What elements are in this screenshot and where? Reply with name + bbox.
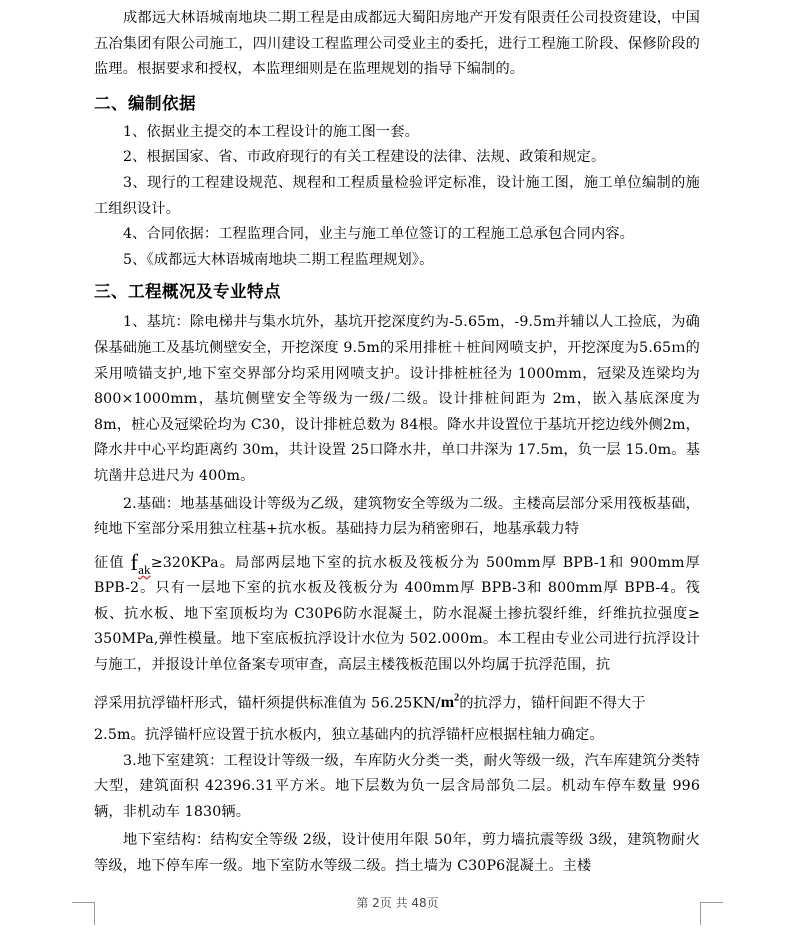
foundation-paragraph-3: 浮采用抗浮锚杆形式，锚杆须提供标准值为 $56.25KN/m^2$的抗浮力，锚杆间距不得大于 [94, 692, 646, 711]
page-number-footer: 第 2页 共 48页 [356, 896, 439, 910]
basis-item-1: 1、依据业主提交的本工程设计的施工图一套。 [123, 123, 419, 140]
fak-prefix: 征值 [94, 554, 131, 571]
foundation-paragraph-4: 2.5m。抗浮锚杆应设置于抗水板内，独立基础内的抗浮锚杆应根据柱轴力确定。 [94, 726, 604, 743]
fak-symbol: $f_{ak}$ [130, 549, 151, 577]
basement-building-paragraph: 3.地下室建筑：工程设计等级一级，车库防火分类一类，耐火等级一级，汽车库建筑分类特大型，建筑面积 42396.31平方米。地下层数为负一层含局部负二层。机动车停车数量 996辆，非机动车 1830辆。 [94, 752, 700, 820]
foundation-pit-paragraph: 1、基坑：除电梯井与集水坑外，基坑开挖深度约为-5.65m，-9.5m并辅以人工捡底，为确保基础施工及基坑侧壁安全，开挖深度 9.5m的采用排桩＋桩间网喷支护，开挖深度为5.65ｍ的采用喷锚支护,地下室交界部分均采用网喷支护。设计排桩桩径为 1000mm，冠梁及连梁均为 800×1000mm，基坑侧壁安全等级为一级/二级。设计排桩间距为 2m，嵌入基底深度为 8m，桩心及冠梁砼均为 C30，设计排桩总数为 84根。降水井设置位于基坑开挖边线外侧2m，降水井中心平均距离约 30m，共计设置 25口降水井，单口井深为 17.5m，负一层 15.0m。基坑凿井总进尺为 400m。 [94, 314, 700, 484]
basis-item-3: 3、现行的工程建设规范、规程和工程质量检验评定标准，设计施工图，施工单位编制的施工组织设计。 [94, 174, 700, 217]
basis-item-2: 2、根据国家、省、市政府现行的有关工程建设的法律、法规、政策和规定。 [123, 149, 606, 166]
fak-suffix: ≥320KPa。局部两层地下室的抗水板及筏板分为 500mm厚 BPB-1和 900mm厚 BPB-2。只有一层地下室的抗水板及筏板分为 400mm厚 BPB-3和 800mm厚 BPB-4。筏板、抗水板、地下室顶板均为 C30P6防水混凝土，防水混凝土掺抗裂纤维，纤维抗拉强度≥ 350MPa,弹性模量。地下室底板抗浮设计水位为 502.000m。本工程由专业公司进行抗浮设计与施工，并报设计单位备案专项审查，高层主楼筏板范围以外均属于抗浮范围，抗 [94, 554, 700, 674]
intro-paragraph: 成都远大林语城南地块二期工程是由成都远大蜀阳房地产开发有限责任公司投资建设，中国五冶集团有限公司施工，四川建设工程监理公司受业主的委托，进行工程施工阶段、保修阶段的监理。根据要求和授权，本监理细则是在监理规划的指导下编制的。 [94, 10, 700, 78]
section-heading-overview: 三、工程概况及专业特点 [94, 282, 281, 302]
basis-item-5: 5、《成都远大林语城南地块二期工程监理规划》。 [123, 251, 434, 268]
section-heading-basis: 二、编制依据 [94, 93, 196, 113]
foundation-paragraph-1: 2.基础：地基基础设计等级为乙级，建筑物安全等级为二级。主楼高层部分采用筏板基础，纯地下室部分采用独立柱基+抗水板。基础持力层为稍密卵石，地基承载力特 [94, 495, 700, 538]
foundation-paragraph-2 [94, 551, 700, 679]
page-content [94, 6, 700, 880]
basement-structure-paragraph: 地下室结构：结构安全等级 2级，设计使用年限 50年，剪力墙抗震等级 3级，建筑物耐火等级，地下停车库一级。地下室防水等级二级。挡土墙为 C30P6混凝土。主楼 [94, 832, 700, 874]
square-meter-symbol: $m^2$ [440, 692, 460, 711]
basis-item-4: 4、合同依据：工程监理合同，业主与施工单位签订的工程施工总承包合同内容。 [123, 226, 634, 243]
